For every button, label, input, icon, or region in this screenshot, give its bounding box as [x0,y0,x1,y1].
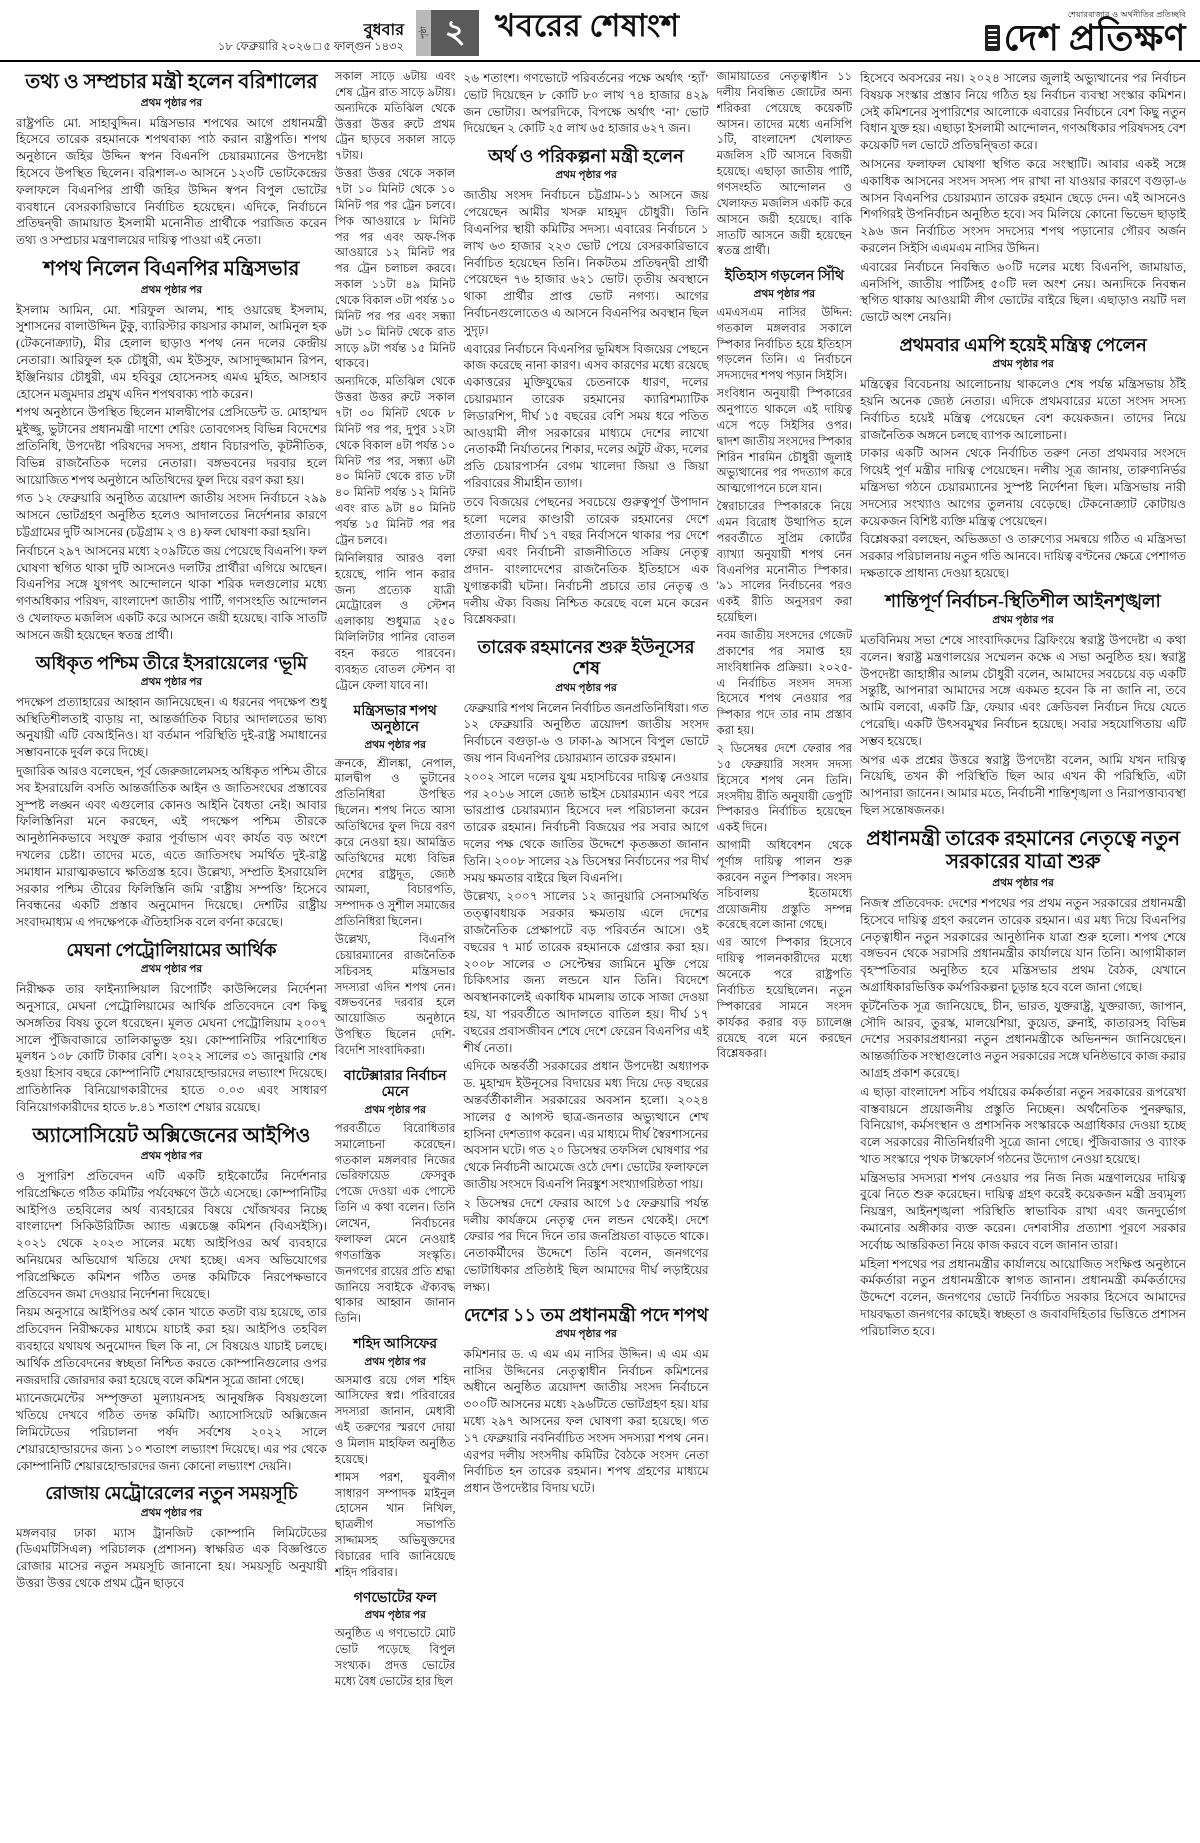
column-1 [16,70,327,1825]
story [16,258,327,644]
story [860,828,1186,1340]
story [463,146,708,628]
story [16,71,327,249]
body-paragraph: মন্ত্রিত্বের বিবেচনায় আলোচনায় থাকলেও শেষ পর্যন্ত মন্ত্রিসভায় ঠাঁই হয়নি অনেক জ্যেষ্ঠ নেতার। এদিকে প্রথমবারের মতো সংসদ সদস্য নির্বাচিত হয়েই মন্ত্রিত্ব পেয়েছেন বেশ কয়েকজন। তাদের নিয়ে রাজনৈতিক অঙ্গনে চলছে ব্যাপক আলোচনা। [860,377,1187,442]
headline: অধিকৃত পশ্চিম তীরে ইসরায়েলের ‘ভূমি [35,652,308,673]
body-paragraph: মিনিলিয়ার আরও বলা হয়েছে, পানি পান করার জন্য প্রত্যেক যাত্রী মেট্রোরেল ও স্টেশন এলাকায় শুধুমাত্র ২৫০ মিলিলিটার পানির বোতল বহন করতে পারবেন। ব্যবহৃত বোতল স্টেশন বা ট্রেনে ফেলা যাবে না। [334,552,456,692]
body-paragraph: অনুষ্ঠিত এ গণভোটে মোট ভোট পড়েছে বিপুল সংখ্যক। প্রদত্ত ভোটের মধ্যে বৈধ ভোটের হার ছিল [334,1628,456,1688]
body-paragraph: অন্যদিকে, মতিঝিল থেকে উত্তরা উত্তর রুটে সকাল ৭টা ৩০ মিনিট থেকে ৮ মিনিট পর পর, দুপুর ১২টা থেকে বিকাল ৪টা পর্যন্ত ১০ মিনিট পর পর, সন্ধ্যা ৬টা ৪০ মিনিট থেকে রাত ৮টা ৪০ মিনিট পর্যন্ত ১২ মিনিট এবং রাত ৯টা ৪০ মিনিট পর্যন্ত ১৫ মিনিট পর পর ট্রেন চলবে। [334,376,456,547]
story [16,940,327,1116]
continued-from-label: প্রথম পৃষ্ঠার পর [753,288,816,300]
headline: অর্থ ও পরিকল্পনা মন্ত্রী হলেন [488,146,684,167]
continued-from-label: প্রথম পৃষ্ঠার পর [555,170,617,182]
continued-from-label: প্রথম পৃষ্ঠার পর [555,1328,617,1340]
body-paragraph: এবারের নির্বাচনে বিএনপির ভূমিধস বিজয়ের পেছনে কাজ করেছে নানা কারণ। এসব কারণের মধ্যে রয়েছে একাত্তরের মুক্তিযুদ্ধের চেতনাকে ধারণ, দলের চেয়ারম্যান তারেক রহমানের ক্যারিশম্যাটিক লিডারশিপ, দীর্ঘ ১৫ বছরের বেশি সময় ধরে পতিত আওয়ামী লীগ সরকারের মাধ্যমে দেশের লাখো নেতাকর্মী নির্যাতনের শিকার, দলের অটুট ঐক্য, দলের প্রতি চেয়ারপার্সন বেগম খালেদা জিয়া ও জিয়া পরিবারের সীমাহীন ত্যাগ। [463,341,709,490]
body-paragraph: শপথ অনুষ্ঠানে উপস্থিত ছিলেন মালদ্বীপের প্রেসিডেন্ট ড. মোহাম্মদ মুইজ্জু, ভুটানের প্রধানমন্ত্রী দাশো শেরিং তোবগেসহ বিভিন্ন বিদেশের প্রতিনিধি, উপদেষ্টা পরিষদের সদস্য, প্রধান বিচারপতি, কূটনীতিক, বিভিন্ন রাজনৈতিক দলের নেতারা। বঙ্গভবনের দরবার হলে আয়োজিত শপথ অনুষ্ঠানে অতিথিদের ফুল দিয়ে বরণ করা হয়। [16,405,327,487]
continued-from-label: প্রথম পৃষ্ঠার পর [992,614,1054,626]
date-line: ১৮ ফেব্রুয়ারি ২০২৬ □ ৫ ফাল্গুন ১৪৩২ [217,40,404,53]
body-paragraph: নবম জাতীয় সংসদের গেজেট প্রকাশের পর সমাপ্ত হয় সাংবিধানিক প্রক্রিয়া। ২০২৫-এ নির্বাচিত সংসদ সদস্য হিসেবে শপথ নেওয়ার পর স্পিকার পদে তার নাম প্রস্তাব করা হয়। [716,630,853,738]
headline: মন্ত্রিসভার শপথ অনুষ্ঠানে [353,703,437,736]
continued-from-label: প্রথম পৃষ্ঠার পর [364,1610,426,1622]
body-paragraph: জামায়াতের নেতৃত্বাধীন ১১ দলীয় নিবন্ধিত জোটের অন্য শরিকরা পেয়েছে কয়েকটি আসন। তাদের মধ্যে এনসিপি ১টি, বাংলাদেশ খেলাফত মজলিস ২টি আসনে বিজয়ী হয়েছে। এছাড়া জাতীয় পার্টি, গণসংহতি আন্দোলন ও খেলাফত মজলিস একটি করে আসনে জয়ী হয়েছে। বাকি সাতটি আসনে জয়ী হয়েছেন স্বতন্ত্র প্রার্থী। [716,71,853,258]
body-paragraph: ২ ডিসেম্বর দেশে ফেরার আগে ১৫ ফেব্রুয়ারি পর্যন্ত দলীয় কার্যক্রমে নেতৃত্ব দেন লন্ডন থেকেই। দেশে ফেরার পর দিনে দিনে তার জনপ্রিয়তা বাড়তে থাকে। নেতাকর্মীদের উদ্দেশে তিনি বলেন, জনগণের ভোটাধিকার প্রতিষ্ঠাই ছিল আমাদের দীর্ঘ লড়াইয়ের লক্ষ্য। [463,1195,709,1294]
body-paragraph: দুজারিক আরও বলেছেন, পূর্ব জেরুজালেমসহ অধিকৃত পশ্চিম তীরে সব ইসরায়েলি বসতি আন্তর্জাতিক আইন ও জাতিসংঘের প্রস্তাবের সুস্পষ্ট লঙ্ঘন এবং এগুলোর কোনও আইনি বৈধতা নেই। আবার ফিলিস্তিনিরা মনে করছেন, এই পদক্ষেপ পশ্চিম তীরকে আনুষ্ঠানিকভাবে সংযুক্ত করার পূর্বাভাস এবং কার্যত বড় অংশে দখলের চেষ্টা। তাদের মতে, এতে জাতিসংঘ সমর্থিত দুই-রাষ্ট্র সমাধান মারাত্মকভাবে ক্ষতিগ্রস্ত হবে। উল্লেখ্য, সম্প্রতি ইসরায়েলি সরকার পশ্চিম তীরের ফিলিস্তিনি জমি ‘রাষ্ট্রীয় সম্পত্তি’ হিসেবে নিবন্ধনের একটি প্রস্তাব অনুমোদন দিয়েছে। দেশটির রাষ্ট্রীয় সংবাদমাধ্যম এ পদক্ষেপকে ঐতিহাসিক বলে বর্ণনা করেছে। [16,763,327,930]
body-paragraph: সকাল সাড়ে ৬টায় এবং শেষ ট্রেন রাত সাড়ে ৯টায়। অন্যদিকে মতিঝিল থেকে উত্তরা উত্তর রুটে প্রথম ট্রেন ছাড়বে সকাল সাড়ে ৭টায়। [334,71,456,163]
continued-from-label: প্রথম পৃষ্ঠার পর [364,739,426,751]
story [463,637,708,1295]
continued-from-label: প্রথম পৃষ্ঠার পর [364,1356,426,1368]
body-paragraph: গত ১২ ফেব্রুয়ারি অনুষ্ঠিত ত্রয়োদশ জাতীয় সংসদ নির্বাচনে ২৯৯ আসনে ভোটগ্রহণ অনুষ্ঠিত হলেও আদালতের নির্দেশনার কারণে চট্টগ্রামের দুটি আসনের (চট্টগ্রাম ২ ও ৪) ফল ঘোষণা করা হয়নি। [16,491,327,539]
story-continuation [463,70,708,137]
body-paragraph: কূটনৈতিক সূত্র জানিয়েছে, চীন, ভারত, যুক্তরাষ্ট্র, যুক্তরাজ্য, জাপান, সৌদি আরব, তুরস্ক, মালয়েশিয়া, কুয়েত, ব্রুনাই, কাতারসহ বিভিন্ন দেশের সরকারপ্রধানরা নতুন প্রধানমন্ত্রীকে অভিনন্দন জানিয়েছেন। আন্তর্জাতিক সংস্থাগুলোও নতুন সরকারের সঙ্গে ঘনিষ্ঠভাবে কাজ করার আগ্রহ প্রকাশ করেছে। [860,998,1187,1080]
body-paragraph: আসনের ফলাফল ঘোষণা স্থগিত করে সংস্থাটি। আবার একই সঙ্গে একাধিক আসনের সংসদ সদস্য পদ রাখা না যাওয়ার কারণে বগুড়া-৬ আসন বিএনপির চেয়ারম্যান তারেক রহমান ছেড়ে দেন। এই আসনেও শিগগিরই উপনির্বাচন অনুষ্ঠিত হবে। সব মিলিয়ে কোনো ভিভেদ ছাড়াই ২৯৬ জন নির্বাচিত সংসদ সদস্যের শপথ পড়ানোর গৌরব অর্জন করলেন সিইসি এএমএম নাসির উদ্দিন। [860,156,1187,255]
body-paragraph: তবে বিজয়ের পেছনের সবচেয়ে গুরুত্বপূর্ণ উপাদান হলো দলের কাণ্ডারী তারেক রহমানের দেশে প্রত্যাবর্তন। দীর্ঘ ১৭ বছর নির্বাসনে থাকার পর দেশে ফেরা এবং নির্বাচনী রাজনীতিতে সক্রিয় নেতৃত্ব প্রদান- বাংলাদেশের রাজনৈতিক ইতিহাসে এক যুগান্তকারী ঘটনা। নির্বাচনী প্রচারে তার নেতৃত্ব ও দলীয় ঐক্য বিজয় নিশ্চিত করেছে বলে মনে করেন বিশ্লেষকরা। [463,494,709,627]
story [16,1483,327,1591]
headline: শপথ নিলেন বিএনপির মন্ত্রিসভার [43,257,300,280]
column-5 [860,70,1186,1825]
body-paragraph: মঙ্গলবার ঢাকা ম্যাস ট্রানজিট কোম্পানি লিমিটেডের (ডিএমটিসিএল) পরিচালক (প্রশাসন) স্বাক্ষরিত এক বিজ্ঞপ্তিতে রোজার মাসের নতুন সময়সূচি জানানো হয়। সময়সূচি অনুযায়ী উত্তরা উত্তর থেকে প্রথম ট্রেন ছাড়বে [16,1525,327,1591]
story [16,1125,327,1475]
body-paragraph: অপর এক প্রশ্নের উত্তরে স্বরাষ্ট্র উপদেষ্টা বলেন, আমি যখন দায়িত্ব নিয়েছি, তখন কী পরিস্থিতি ছিল আর এখন কী পরিস্থিতি, এটা আপনারা জানেন। আমার মতে, নির্বাচনী শান্তিশৃঙ্খলা ও নিরাপত্তাব্যবস্থা ছিল সন্তোষজনক। [860,752,1187,817]
paper-name: দেশ প্রতিক্ষণ [1003,18,1186,58]
body-paragraph: ও সুপারিশ প্রতিবেদন এটি একটি হাইকোর্টের নির্দেশনার পরিপ্রেক্ষিতে গঠিত কমিটির পর্যবেক্ষণে উঠে এসেছে। কোম্পানিটির আইপিও তহবিলের অর্থ ব্যবহারের বিষয়ে খোঁজখবর নিচ্ছে বাংলাদেশ সিকিউরিটিজ অ্যান্ড এক্সচেঞ্জ কমিশন (বিএসইসি)। ২০২১ থেকে ২০২৩ সালের মধ্যে আইপিওর অর্থ ব্যবহারে অনিয়মের অভিযোগ খতিয়ে দেখা হচ্ছে। এসব অভিযোগের পরিপ্রেক্ষিতে কমিশন গঠিত তদন্ত কমিটিকে নিরপেক্ষভাবে প্রতিবেদন জমা দেওয়ার নির্দেশনা দিয়েছে। [16,1169,327,1301]
body-paragraph: সংবিধান অনুযায়ী স্পিকারের অনুপাতে থাকলে এই দায়িত্ব এসে পড়ে সিইসির ওপর। দ্বাদশ জাতীয় সংসদের স্পিকার শিরিন শারমিন চৌধুরী জুলাই অভ্যুত্থানের পর পদত্যাগ করে আত্মগোপনে চলে যান। [716,388,853,496]
body-paragraph: পরবর্তীতে বিরোধিতার সমালোচনা করেছেন। গতকাল মঙ্গলবার নিজের ভেরিফায়েড ফেসবুক পেজে দেওয়া এক পোস্টে তিনি এ কথা বলেন। তিনি লেখেন, নির্বাচনের ফলাফল মেনে নেওয়াই গণতান্ত্রিক সংস্কৃতি। জনগণের রায়ের প্রতি শ্রদ্ধা জানিয়ে সবাইকে ঐক্যবদ্ধ থাকার আহ্বান জানান তিনি। [334,1122,456,1326]
paper-crest-icon [985,25,1000,51]
continued-from-label: প্রথম পৃষ্ঠার পর [992,877,1054,889]
story-continuation [860,70,1186,326]
headline: ইতিহাস গড়লেন সিঁথি [724,269,845,285]
headline: দেশের ১১ তম প্রধানমন্ত্রী পদে শপথ [463,1304,709,1325]
continued-from-label: প্রথম পৃষ্ঠার পর [992,359,1054,371]
headline: তথ্য ও সম্প্রচার মন্ত্রী হলেন বরিশালের [25,71,318,93]
story [335,1591,456,1691]
body-paragraph: ম্যানেজমেন্টের সম্পৃক্ততা মূল্যায়নসহ আনুষঙ্গিক বিষয়গুলো খতিয়ে দেখবে গঠিত তদন্ত কমিটি। অ্যাসোসিয়েট অক্সিজেন লিমিটেডের পরিচালনা পর্ষদ সর্বশেষ ২০২২ সালে শেয়ারহোল্ডারদের জন্য ১০ শতাংশ লভ্যাংশ দিয়েছে। এর পর থেকে কোম্পানিটি শেয়ারহোল্ডারদের জন্য কোনো লভ্যাংশ দেয়নি। [16,1391,327,1473]
story [335,1069,456,1328]
story [717,269,853,1063]
continued-from-label: প্রথম পৃষ্ঠার পর [555,682,617,694]
body-paragraph: পদক্ষেপ প্রত্যাহারের আহ্বান জানিয়েছেন। এ ধরনের পদক্ষেপ শুধু অস্থিতিশীলতাই বাড়ায় না, আন্তর্জাতিক বিচার আদালতের ভাষ্য অনুযায়ী এটি বেআইনিও। যা বর্তমান পরিস্থিতি দুই-রাষ্ট্র সমাধানের সম্ভাবনাকে দুর্বল করে দিচ্ছে। [16,694,327,760]
headline: তারেক রহমানের শুরু ইউনূসের শেষ [477,637,695,679]
headline: গণভোটের ফল [353,1590,437,1606]
body-paragraph: অসমাপ্ত রয়ে গেল শহিদ আসিফের স্বপ্ন। পরিবারের সদস্যরা জানান, মেধাবী এই তরুণের স্মরণে দোয়া ও মিলাদ মাহফিল অনুষ্ঠিত হয়েছে। [334,1374,456,1466]
body-paragraph: হিসেবে অবসরের নয়। ২০২৪ সালের জুলাই অভ্যুত্থানের পর নির্বাচন বিষয়ক সংস্কার প্রস্তাব নিয়ে গঠিত হয় নির্বাচন ব্যবস্থা সংস্কার কমিশন। সেই কমিশনের সুপারিশের আলোকে এবারের নির্বাচনে বেশ কিছু নতুন বিধান যুক্ত হয়। এছাড়া ইসলামী আন্দোলন, গণঅধিকার পরিষদসহ বেশ কয়েকটি দল ভোটে প্রতিদ্বন্দ্বিতা করে। [860,71,1187,153]
continued-from-label: প্রথম পৃষ্ঠার পর [364,1104,426,1116]
paper-tagline: শেয়ারবাজার ও অর্থনীতির প্রতিচ্ছবি [1067,10,1186,19]
continued-from-label: প্রথম পৃষ্ঠার পর [140,964,203,976]
body-paragraph: এমএসএম নাসির উদ্দিন: গতকাল মঙ্গলবার সকালে স্পিকার নির্বাচিত হয়ে ইতিহাস গড়লেন তিনি। এ নির্বাচনে সদস্যদের শপথ পড়ান সিইসি। [716,306,853,383]
body-paragraph: রাষ্ট্রপতি মো. সাহাবুদ্দিন। মন্ত্রিসভার শপথের আগে প্রধানমন্ত্রী হিসেবে তারেক রহমানকে শপথবাক্য পাঠ করান রাষ্ট্রপতি। শপথ অনুষ্ঠানে জহির উদ্দিন স্বপন বিএনপি চেয়ারম্যানের উপদেষ্টা হিসেবে উপস্থিত ছিলেন। বরিশাল-৩ আসনে ১২৩টি ভোটকেন্দ্রের ফলাফলে বিএনপির প্রার্থী জহির উদ্দিন স্বপন বিপুল ভোটের ব্যবধানে বেসরকারিভাবে নির্বাচিত হয়েছেন। এদিকে, নির্বাচনে প্রতিদ্বন্দ্বী জামায়াত ইসলামী মনোনীত প্রার্থীকে পরাজিত করেন তথ্য ও সম্প্রচার মন্ত্রণালয়ের দায়িত্ব পাওয়া এই নেতা। [16,115,327,248]
body-paragraph: ফেব্রুয়ারি শপথ নিলেন নির্বাচিত জনপ্রতিনিধিরা। গত ১২ ফেব্রুয়ারি অনুষ্ঠিত ত্রয়োদশ জাতীয় সংসদ নির্বাচনে বগুড়া-৬ ও ঢাকা-৯ আসনে বিপুল ভোটে জয় পান বিএনপির চেয়ারম্যান তারেক রহমান। [463,700,709,765]
body-paragraph: ঢাকার একটি আসন থেকে নির্বাচিত তরুণ নেতা প্রথমবার সংসদে গিয়েই পূর্ণ মন্ত্রীর দায়িত্ব পেয়েছেন। দলীয় সূত্র জানায়, তারুণ্যনির্ভর মন্ত্রিসভা গঠনে চেয়ারম্যানের সুস্পষ্ট নির্দেশনা ছিল। মন্ত্রিসভায় নারী সদস্যের সংখ্যাও আগের তুলনায় বেড়েছে। টেকনোক্র্যাট কোটায়ও কয়েকজন বিশিষ্ট ব্যক্তি মন্ত্রিত্ব পেয়েছেন। [860,446,1187,528]
story [463,1305,708,1497]
date-block [184,22,404,56]
headline: অ্যাসোসিয়েট অক্সিজেনের আইপিও [32,1124,311,1147]
body-paragraph: এ ছাড়া বাংলাদেশ সচিব পর্যায়ের কর্মকর্তারা নতুন সরকারের রূপরেখা বাস্তবায়নে প্রয়োজনীয় প্রস্তুতি নিচ্ছেন। অর্থনৈতিক পুনরুদ্ধার, বিনিয়োগ, কর্মসংস্থান ও প্রশাসনিক সংস্কারকে অগ্রাধিকার দেওয়া হচ্ছে বলে সরকারের নীতিনির্ধারণী সূত্রে জানা গেছে। পুঁজিবাজার ও ব্যাংক খাত সংস্কারে পৃথক টাস্কফোর্স গঠনের উদ্যোগ নেওয়া হয়েছে। [860,1084,1187,1166]
body-paragraph: আগামী অধিবেশন থেকে পূর্ণাঙ্গ দায়িত্ব পালন শুরু করবেন নতুন স্পিকার। সংসদ সচিবালয় ইতোমধ্যে প্রয়োজনীয় প্রস্তুতি সম্পন্ন করেছে বলে জানা গেছে। [716,840,853,932]
body-paragraph: ক্রনকে, শ্রীলঙ্কা, নেপাল, মালদ্বীপ ও ভুটানের প্রতিনিধিরা উপস্থিত ছিলেন। শপথ নিতে আসা অতিথিদের ফুল দিয়ে বরণ করে নেওয়া হয়। আমন্ত্রিত অতিথিদের মধ্যে বিভিন্ন দেশের রাষ্ট্রদূত, জ্যেষ্ঠ আমলা, বিচারপতি, সম্পাদক ও সুশীল সমাজের প্রতিনিধিরা ছিলেন। [334,757,456,929]
column-4 [717,70,853,1825]
headline: মেঘনা পেট্রোলিয়ামের আর্থিক [66,939,277,960]
page-body [0,62,1200,1825]
section-title: খবরের শেষাংশ [495,8,680,43]
body-paragraph: মতবিনিময় সভা শেষে সাংবাদিকদের ব্রিফিংয়ে স্বরাষ্ট্র উপদেষ্টা এ কথা বলেন। স্বরাষ্ট্র মন্ত্রণালয়ের সম্মেলন কক্ষে এ সভা অনুষ্ঠিত হয়। স্বরাষ্ট্র উপদেষ্টা জাহাঙ্গীর আলম চৌধুরী বলেন, আমাদের সবচেয়ে বড় একটি সন্তুষ্টি, আপনারা আমাদের সঙ্গে একমত হবেন কি না জানি না, তবে আমি বলবো, একটি ফ্রি, ফেয়ার এবং ক্রেডিবল নির্বাচন দিয়ে যেতে পেরেছি। একটি উৎসবমুখর নির্বাচন হয়েছে। সবার সহযোগিতায় এটি সম্ভব হয়েছে। [860,632,1187,748]
headline: প্রথমবার এমপি হয়েই মন্ত্রিত্ব পেলেন [899,334,1147,355]
story [335,1337,456,1582]
headline: শহিদ আসিফের [353,1337,438,1353]
body-paragraph: নিরীক্ষক তার ফাইন্যান্সিয়াল রিপোর্টিং কাউন্সিলের নির্দেশনা অনুসারে, মেঘনা পেট্রোলিয়ামের আর্থিক প্রতিবেদনে বেশ কিছু অসঙ্গতির বিষয় তুলে ধরেছেন। মূলত মেঘনা পেট্রোলিয়াম ২০০৭ সালে পুঁজিবাজারে তালিকাভুক্ত হয়। কোম্পানিটির পরিশোধিত মূলধন ১০৮ কোটি টাকার বেশি। ২০২২ সালের ৩১ জানুয়ারি শেষ হওয়া হিসাব বছরে কোম্পানিটি শেয়ারহোল্ডারদের লভ্যাংশ দিয়েছে। প্রাতিষ্ঠানিক বিনিয়োগকারীদের হাতে ০.০৩ এবং সাধারণ বিনিয়োগকারীদের হাতে ৮.৪১ শতাংশ শেয়ার রয়েছে। [16,982,327,1114]
body-paragraph: স্বৈরাচারের স্পিকারকে নিয়ে এমন বিরোধ উত্থাপিত হলে পরবর্তীতে সুপ্রিম কোর্টের ব্যাখ্যা অনুযায়ী শপথ নেন বিএনপির মনোনীত স্পিকার। '৯১ সালের নির্বাচনের পরও একই রীতি অনুসরণ করা হয়েছিল। [716,501,853,625]
weekday-label: বুধবার [363,22,404,40]
body-paragraph: এবারের নির্বাচনে নিবন্ধিত ৬০টি দলের মধ্যে বিএনপি, জামায়াত, এনসিপি, জাতীয় পার্টিসহ ৫০টি দল অংশ নেয়। অন্যদিকে নিবন্ধন স্থগিত থাকায় আওয়ামী লীগ ভোটের বাইরে ছিল। এছাড়াও নয়টি দল ভোটে অংশ নেয়নি। [860,259,1187,325]
body-paragraph: মন্ত্রিসভার সদস্যরা শপথ নেওয়ার পর নিজ নিজ মন্ত্রণালয়ের দায়িত্ব বুঝে নিতে শুরু করেছেন। দায়িত্ব গ্রহণ করেই কয়েকজন মন্ত্রী দ্রব্যমূল্য নিয়ন্ত্রণ, আইনশৃঙ্খলা পরিস্থিতি স্বাভাবিক রাখা এবং জনদুর্ভোগ কমানোর অঙ্গীকার ব্যক্ত করেন। দেশবাসীর প্রত্যাশা পূরণে সরকার সর্বোচ্চ আন্তরিকতা নিয়ে কাজ করবে বলে জানান তারা। [860,1170,1187,1252]
masthead [0,0,1200,62]
continued-from-label: প্রথম পৃষ্ঠার পর [140,1507,203,1519]
story [860,335,1186,582]
body-paragraph: জাতীয় সংসদ নির্বাচনে চট্টগ্রাম-১১ আসনে জয় পেয়েছেন আমীর খসরু মাহমুদ চৌধুরী। তিনি বিএনপির স্থায়ী কমিটির সদস্য। এবারের নির্বাচনে ১ লাখ ৬৩ হাজার ২২৩ ভোট পেয়ে বেসরকারিভাবে নির্বাচিত হয়েছেন তিনি। নিকটতম প্রতিদ্বন্দ্বী প্রার্থী পেয়েছেন ৭৬ হাজার ৬২১ ভোট। তৃতীয় অবস্থানে থাকা প্রার্থীর প্রাপ্ত ভোট নগণ্য। আগের নির্বাচনগুলোতেও এ আসনে বিএনপির অবস্থান ছিল সুদৃঢ়। [463,188,709,337]
body-paragraph: উল্লেখ্য, বিএনপি চেয়ারম্যানের রাজনৈতিক সচিবসহ মন্ত্রিসভার সদস্যরা এদিন শপথ নেন। বঙ্গভবনের দরবার হলে আয়োজিত অনুষ্ঠানে উপস্থিত ছিলেন দেশি-বিদেশি সাংবাদিকরা। [334,934,456,1058]
body-paragraph: নিজস্ব প্রতিবেদক: দেশের শপথের পর প্রথম নতুন সরকারের প্রধানমন্ত্রী হিসেবে দায়িত্ব গ্রহণ করলেন তারেক রহমান। এর মধ্য দিয়ে বিএনপির নেতৃত্বাধীন নতুন সরকারের আনুষ্ঠানিক যাত্রা শুরু হলো। শপথ শেষে বঙ্গভবন থেকে সরাসরি প্রধানমন্ত্রীর কার্যালয়ে যান তিনি। আগামীকাল বৃহস্পতিবার অনুষ্ঠিত হবে মন্ত্রিসভার প্রথম বৈঠক, যেখানে অগ্রাধিকারভিত্তিক কর্মপরিকল্পনা চূড়ান্ত হবে বলে জানা গেছে। [860,895,1187,994]
page-number-badge [416,10,479,56]
story-continuation [335,70,456,695]
body-paragraph: ২ ডিসেম্বর দেশে ফেরার পর ১৫ ফেব্রুয়ারি সংসদ সদস্য হিসেবে শপথ নেন তিনি। সংসদীয় রীতি অনুযায়ী ডেপুটি স্পিকারও নির্বাচিত হয়েছেন একই দিনে। [716,743,853,835]
body-paragraph: ইসলাম আমিন, মো. শরিফুল আলম, শাহ ওয়ারেছ ইসলাম, সুশাসনের বালাউদ্দিন টুকু, ব্যারিস্টার কায়সার কামাল, আমিনুল হক (টেকনোক্র্যাট), মীর হেলাল ছাড়াও শপথ নেন দলের কেন্দ্রীয় নেতারা। আরিফুল হক চৌধুরী, এম ইউসুফ, আসাদুজ্জামান রিপন, ইঞ্জিনিয়ার চৌধুরী, এম হবিবুর হোসেনসহ এমএ মুহিত, আসহাব হোসেন মজুমদার প্রমুখ এদিন শপথবাক্য পাঠ করেন। [16,302,327,401]
story [16,653,327,931]
headline: বাটেক্সারার নির্বাচন মেনে [343,1068,447,1101]
body-paragraph: কমিশনার ড. এ এম এম নাসির উদ্দিন। এ এম এম নাসির উদ্দিনের নেতৃত্বাধীন নির্বাচন কমিশনের অধীনে অনুষ্ঠিত ত্রয়োদশ জাতীয় সংসদ নির্বাচনে ৩০০টি আসনের মধ্যে ২৯৬টিতে ভোটগ্রহণ হয়। যার মধ্যে ২৯৭ আসনের ফল ঘোষণা করা হয়েছে। গত ১৭ ফেব্রুয়ারি নবনির্বাচিত সংসদ সদস্যরা শপথ নেন। এরপর দলীয় সংসদীয় কমিটির বৈঠকে সংসদ নেতা নির্বাচিত হন তারেক রহমান। শপথ গ্রহণের মাধ্যমে প্রধান উপদেষ্টার বিদায় ঘটে। [463,1346,709,1496]
newspaper-brand [985,11,1186,56]
body-paragraph: ২৬ শতাংশ। গণভোটে পরিবর্তনের পক্ষে অর্থাৎ ‘হ্যাঁ’ ভোট দিয়েছেন ৮ কোটি ৮০ লাখ ৭৪ হাজার ৪২৯ জন ভোটার। অপরদিকে, বিপক্ষে অর্থাৎ ‘না’ ভোট দিয়েছেন ২ কোটি ২৫ লাখ ৬৫ হাজার ৬২৭ জন। [463,71,709,136]
continued-from-label: প্রথম পৃষ্ঠার পর [140,676,203,688]
page-number: ২ [431,10,479,56]
continued-from-label: প্রথম পৃষ্ঠার পর [140,1151,203,1163]
story [335,704,456,1060]
body-paragraph: ২০০২ সালে দলের যুগ্ম মহাসচিবের দায়িত্ব নেওয়ার পর ২০১৬ সালে জ্যেষ্ঠ ভাইস চেয়ারম্যান এবং পরে ভারপ্রাপ্ত চেয়ারম্যান হিসেবে দল পরিচালনা করেন তারেক রহমান। নির্বাচনী বিজয়ের পর সবার আগে দলের পক্ষ থেকে জাতির উদ্দেশে কৃতজ্ঞতা জানান তিনি। ২০০৮ সালের ২৯ ডিসেম্বর নির্বাচনের পর দীর্ঘ সময় ক্ষমতার বাইরে ছিল বিএনপি। [463,769,709,885]
headline: রোজায় মেট্রোরেলের নতুন সময়সূচি [45,1483,298,1504]
body-paragraph: নিয়ম অনুসারে আইপিওর অর্থ কোন খাতে কতটা ব্যয় হয়েছে, তার প্রতিবেদন নিরীক্ষকের মাধ্যমে যাচাই করা হয়। আইপিও তহবিল ব্যবহারে যথাযথ অনুমোদন ছিল কি না, সে বিষয়েও যাচাই চলছে। আর্থিক প্রতিবেদনের স্বচ্ছতা নিশ্চিত করতে কোম্পানিগুলোর ওপর নজরদারি জোরদার করা হয়েছে বলে কমিশন সূত্রে জানা গেছে। [16,1305,327,1387]
column-2 [335,70,456,1825]
body-paragraph: মহিলা শপথের পর প্রধানমন্ত্রীর কার্যালয়ে আয়োজিত সংক্ষিপ্ত অনুষ্ঠানে কর্মকর্তারা নতুন প্রধানমন্ত্রীকে স্বাগত জানান। প্রধানমন্ত্রী কর্মকর্তাদের উদ্দেশে বলেন, জনগণের ভোটে নির্বাচিত সরকার হিসেবে আমাদের দায়বদ্ধতা জনগণের কাছেই। স্বচ্ছতা ও জবাবদিহিতার ভিত্তিতে প্রশাসন পরিচালিত হবে। [860,1256,1187,1338]
column-3 [463,70,708,1825]
body-paragraph: নির্বাচনে ২৯৭ আসনের মধ্যে ২০৯টিতে জয় পেয়েছে বিএনপি। ফল ঘোষণা স্থগিত থাকা দুটি আসনেও দলটির প্রার্থীরা এগিয়ে আছেন। বিএনপির সঙ্গে যুগপৎ আন্দোলনে থাকা শরিক দলগুলোর মধ্যে গণঅধিকার পরিষদ, বাংলাদেশ জাতীয় পার্টি, গণসংহতি আন্দোলন ও খেলাফত মজলিস একটি করে আসনে জয়ী হয়েছে। বাকি সাতটি আসনে জয়ী হয়েছেন স্বতন্ত্র প্রার্থী। [16,543,327,642]
story [860,591,1186,819]
body-paragraph: উল্লেখ্য, ২০০৭ সালের ১২ জানুয়ারি সেনাসমর্থিত তত্ত্বাবধায়ক সরকার ক্ষমতায় এলে দেশের রাজনৈতিক প্রেক্ষাপটে বড় পরিবর্তন আসে। ওই বছরের ৭ মার্চ তারেক রহমানকে গ্রেপ্তার করা হয়। ২০০৮ সালের ৩ সেপ্টেম্বর জামিনে মুক্তি পেয়ে চিকিৎসার জন্য লন্ডনে যান তিনি। বিদেশে অবস্থানকালেই একাধিক মামলায় তাকে সাজা দেওয়া হয়, যা পরবর্তীতে আদালতে বাতিল হয়। দীর্ঘ ১৭ বছরের প্রবাসজীবন শেষে দেশে ফেরেন বিএনপির এই শীর্ষ নেতা। [463,889,709,1055]
story-continuation [717,70,853,260]
page-label: পৃষ্ঠা [416,10,431,56]
headline: শান্তিপূর্ণ নির্বাচন-স্থিতিশীল আইনশৃঙ্খলা [885,590,1161,611]
body-paragraph: এর আগে স্পিকার হিসেবে দায়িত্ব পালনকারীদের মধ্যে অনেকে পরে রাষ্ট্রপতি নির্বাচিত হয়েছিলেন। নতুন স্পিকারের সামনে সংসদ কার্যকর করার বড় চ্যালেঞ্জ রয়েছে বলে মনে করছেন বিশ্লেষকরা। [716,937,853,1061]
body-paragraph: বিশ্লেষকরা বলছেন, অভিজ্ঞতা ও তারুণ্যের সমন্বয়ে গঠিত এ মন্ত্রিসভা সরকার পরিচালনায় নতুন গতি আনবে। দায়িত্ব বণ্টনের ক্ষেত্রে পেশাগত দক্ষতাকে প্রাধান্য দেওয়া হয়েছে। [860,532,1187,580]
body-paragraph: এদিকে অন্তর্বর্তী সরকারের প্রধান উপদেষ্টা অধ্যাপক ড. মুহাম্মদ ইউনূসের বিদায়ের মধ্য দিয়ে দেড় বছরের অন্তর্বর্তীকালীন সরকারের অবসান হলো। ২০২৪ সালের ৫ আগস্ট ছাত্র-জনতার অভ্যুত্থানে শেখ হাসিনা দেশত্যাগ করেন। এর মাধ্যমে দীর্ঘ স্বৈরশাসনের অবসান ঘটে। গত ২০ ডিসেম্বর তফসিল ঘোষণার পর থেকে নির্বাচনী আমেজে ওঠে দেশ। ভোটের ফলাফলে জাতীয় সংসদে বিএনপি নিরঙ্কুশ সংখ্যাগরিষ্ঠতা পায়। [463,1059,709,1191]
headline: প্রধানমন্ত্রী তারেক রহমানের নেতৃত্বে নতুন সরকারের যাত্রা শুরু [866,827,1181,874]
body-paragraph: উত্তরা উত্তর থেকে সকাল ৭টা ১০ মিনিট থেকে ১০ মিনিট পর পর ট্রেন চলবে। পিক আওয়ারে ৮ মিনিট পর পর এবং অফ-পিক আওয়ারে ১২ মিনিট পর পর ট্রেন চলাচল করবে। সকাল ১১টা ৪৯ মিনিট থেকে বিকাল ৩টা পর্যন্ত ১০ মিনিট পর পর এবং সন্ধ্যা ৬টা ১০ মিনিট থেকে রাত সাড়ে ৯টা পর্যন্ত ১৫ মিনিট থাকবে। [334,168,456,371]
continued-from-label: প্রথম পৃষ্ঠার পর [140,284,203,296]
body-paragraph: শামস পরশ, যুবলীগ সাধারণ সম্পাদক মাইনুল হোসেন খান নিখিল, ছাত্রলীগ সভাপতি সাদ্দামসহ অভিযুক্তদের বিচারের দাবি জানিয়েছে শহিদ পরিবার। [334,1471,456,1579]
continued-from-label: প্রথম পৃষ্ঠার পর [140,97,203,109]
